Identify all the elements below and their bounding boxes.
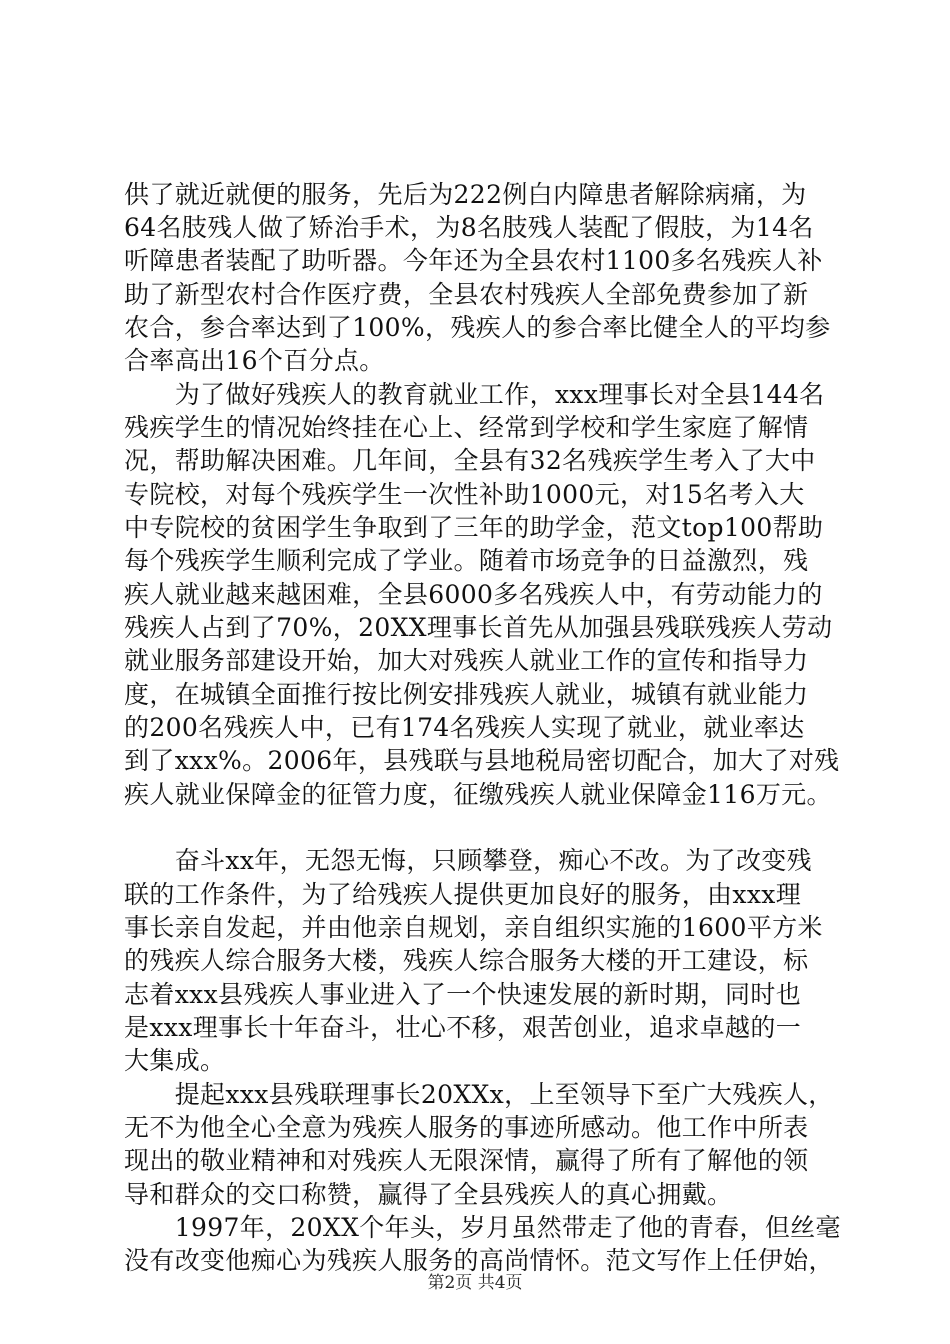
text-line: 就业服务部建设开始，加大对残疾人就业工作的宣传和指导力 bbox=[124, 646, 809, 675]
text-line: 合率高出16个百分点。 bbox=[124, 346, 385, 375]
text-line: 提起xxx县残联理事长20XXx，上至领导下至广大残疾人， bbox=[124, 1080, 834, 1109]
text-line: 中专院校的贫困学生争取到了三年的助学金，范文top100帮助 bbox=[124, 513, 824, 542]
text-line: 联的工作条件，为了给残疾人提供更加良好的服务，由xxx理 bbox=[124, 880, 802, 909]
text-line: 是xxx理事长十年奋斗，壮心不移，艰苦创业，追求卓越的一 bbox=[124, 1013, 802, 1042]
text-line: 无不为他全心全意为残疾人服务的事迹所感动。他工作中所表 bbox=[124, 1113, 809, 1142]
text-line: 到了xxx%。2006年，县残联与县地税局密切配合，加大了对残 bbox=[124, 746, 840, 775]
text-line: 的200名残疾人中，已有174名残疾人实现了就业，就业率达 bbox=[124, 713, 805, 742]
text-line: 大集成。 bbox=[124, 1046, 226, 1075]
text-line: 志着xxx县残疾人事业进入了一个快速发展的新时期，同时也 bbox=[124, 980, 802, 1009]
text-line: 没有改变他痴心为残疾人服务的高尚情怀。范文写作上任伊始， bbox=[124, 1246, 834, 1275]
text-line: 奋斗xx年，无怨无悔，只顾攀登，痴心不改。为了改变残 bbox=[124, 846, 813, 875]
text-line: 现出的敬业精神和对残疾人无限深情，赢得了所有了解他的领 bbox=[124, 1146, 809, 1175]
text-line: 残疾人占到了70%，20XX理事长首先从加强县残联残疾人劳动 bbox=[124, 613, 833, 642]
page-number-footer: 第2页 共4页 bbox=[427, 1273, 523, 1293]
text-line: 为了做好残疾人的教育就业工作，xxx理事长对全县144名 bbox=[124, 380, 825, 409]
text-line: 农合，参合率达到了100%，残疾人的参合率比健全人的平均参 bbox=[124, 313, 831, 342]
text-line: 专院校，对每个残疾学生一次性补助1000元，对15名考入大 bbox=[124, 480, 805, 509]
text-line: 残疾学生的情况始终挂在心上、经常到学校和学生家庭了解情 bbox=[124, 413, 809, 442]
text-line: 供了就近就便的服务，先后为222例白内障患者解除病痛，为 bbox=[124, 180, 807, 209]
text-line: 况，帮助解决困难。几年间，全县有32名残疾学生考入了大中 bbox=[124, 446, 816, 475]
text-line: 疾人就业越来越困难，全县6000多名残疾人中，有劳动能力的 bbox=[124, 580, 823, 609]
text-line: 疾人就业保障金的征管力度，征缴残疾人就业保障金116万元。 bbox=[124, 780, 832, 809]
text-line: 度，在城镇全面推行按比例安排残疾人就业，城镇有就业能力 bbox=[124, 680, 809, 709]
text-line: 64名肢残人做了矫治手术，为8名肢残人装配了假肢，为14名 bbox=[124, 213, 814, 242]
text-line: 1997年，20XX个年头，岁月虽然带走了他的青春，但丝毫 bbox=[124, 1213, 841, 1242]
text-line: 导和群众的交口称赞，赢得了全县残疾人的真心拥戴。 bbox=[124, 1180, 733, 1209]
text-line: 事长亲自发起，并由他亲自规划，亲自组织实施的1600平方米 bbox=[124, 913, 823, 942]
text-line: 助了新型农村合作医疗费，全县农村残疾人全部免费参加了新 bbox=[124, 280, 809, 309]
text-line: 的残疾人综合服务大楼，残疾人综合服务大楼的开工建设，标 bbox=[124, 946, 809, 975]
text-line: 每个残疾学生顺利完成了学业。随着市场竞争的日益激烈，残 bbox=[124, 546, 809, 575]
text-line: 听障患者装配了助听器。今年还为全县农村1100多名残疾人补 bbox=[124, 246, 823, 275]
